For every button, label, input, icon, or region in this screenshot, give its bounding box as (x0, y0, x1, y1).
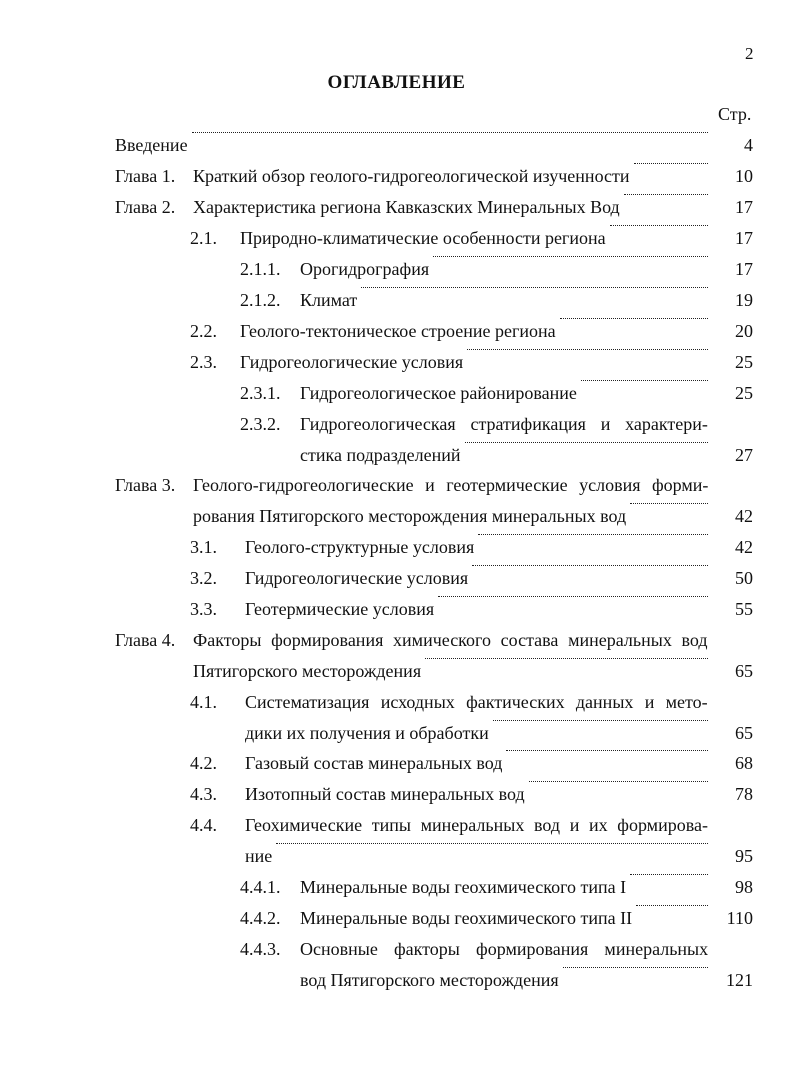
dot-leader (624, 194, 708, 195)
toc-title: Геолого-гидрогеологические и геотермические условия форми- (193, 475, 709, 495)
toc-title: Геолого-структурные условия (245, 537, 475, 557)
toc-page-number: 95 (735, 846, 753, 866)
toc-label: 2.2. (190, 321, 217, 341)
toc-title-continuation: дики их получения и обработки (245, 723, 489, 743)
toc-entry-continuation (0, 967, 793, 993)
toc-entry (0, 534, 793, 560)
toc-entry (0, 256, 793, 282)
dot-leader (465, 442, 708, 443)
toc-label: 2.1.1. (240, 259, 281, 279)
toc-title-continuation: стика подразделений (300, 445, 461, 465)
toc-entry-continuation (0, 503, 793, 529)
toc-title: Факторы формирования химического состава минеральных вод (193, 630, 708, 650)
toc-label: Глава 4. (115, 630, 176, 650)
toc-page-number: 27 (735, 445, 753, 465)
dot-leader (425, 658, 708, 659)
toc-page-number: 10 (735, 166, 753, 186)
toc-title: Введение (115, 135, 188, 155)
toc-title-continuation: рования Пятигорского месторождения минеральных вод (193, 506, 627, 526)
toc-entry (0, 596, 793, 622)
dot-leader (506, 750, 708, 751)
toc-title: Изотопный состав минеральных вод (245, 784, 525, 804)
dot-leader (361, 287, 708, 288)
toc-title: Краткий обзор геолого-гидрогеологической изученности (193, 166, 630, 186)
toc-label: 4.4. (190, 815, 217, 835)
toc-title: Геолого-тектоническое строение региона (240, 321, 556, 341)
toc-entry (0, 936, 793, 962)
toc-page-number: 17 (735, 197, 753, 217)
toc-label: Глава 3. (115, 475, 176, 495)
toc-page-number: 50 (735, 568, 753, 588)
toc-title: Систематизация исходных фактических данных и мето- (245, 692, 708, 712)
toc-entry (0, 287, 793, 313)
toc-page-number: 98 (735, 877, 753, 897)
toc-label: 2.3. (190, 352, 217, 372)
toc-label: 4.4.2. (240, 908, 281, 928)
toc-page-number: 25 (735, 352, 753, 372)
toc-page-number: 17 (735, 259, 753, 279)
toc-label: 4.1. (190, 692, 217, 712)
toc-entry (0, 472, 793, 498)
toc-entry (0, 874, 793, 900)
toc-title: Гидрогеологические условия (245, 568, 469, 588)
dot-leader (467, 349, 708, 350)
toc-entry-continuation (0, 843, 793, 869)
toc-entry (0, 905, 793, 931)
dot-leader (529, 781, 708, 782)
toc-page-number: 68 (735, 753, 753, 773)
toc-page-number: 42 (735, 506, 753, 526)
dot-leader (478, 534, 708, 535)
dot-leader (438, 596, 708, 597)
toc-page-number: 19 (735, 290, 753, 310)
toc-entry-continuation (0, 720, 793, 746)
toc-entry (0, 163, 793, 189)
dot-leader (610, 225, 708, 226)
dot-leader (581, 380, 708, 381)
toc-page-number: 65 (735, 723, 753, 743)
toc-label: Глава 2. (115, 197, 176, 217)
toc-label: 3.3. (190, 599, 217, 619)
dot-leader (630, 874, 708, 875)
toc-title-continuation: вод Пятигорского месторождения (300, 970, 559, 990)
toc-page-number: 17 (735, 228, 753, 248)
dot-leader (192, 132, 708, 133)
toc-title: Климат (300, 290, 358, 310)
toc-label: 2.3.2. (240, 414, 281, 434)
toc-label: 3.1. (190, 537, 217, 557)
toc-title: Минеральные воды геохимического типа I (300, 877, 627, 897)
toc-entry (0, 318, 793, 344)
dot-leader (636, 905, 708, 906)
dot-leader (433, 256, 708, 257)
toc-title: Основные факторы формирования минеральных (300, 939, 709, 959)
toc-entry (0, 627, 793, 653)
toc-label: Глава 1. (115, 166, 176, 186)
toc-entry (0, 225, 793, 251)
toc-page-number: 42 (735, 537, 753, 557)
dot-leader (560, 318, 708, 319)
toc-page-number: 4 (744, 135, 753, 155)
toc-title: Орогидрография (300, 259, 430, 279)
toc-title: Гидрогеологическое районирование (300, 383, 577, 403)
toc-page-number: 25 (735, 383, 753, 403)
toc-title: Гидрогеологические условия (240, 352, 464, 372)
toc-label: 2.1.2. (240, 290, 281, 310)
toc-entry (0, 781, 793, 807)
toc-title-continuation: ние (245, 846, 273, 866)
toc-title: Минеральные воды геохимического типа II (300, 908, 633, 928)
toc-page-number: 20 (735, 321, 753, 341)
toc-title: Газовый состав минеральных вод (245, 753, 503, 773)
dot-leader (472, 565, 708, 566)
toc-label: 2.3.1. (240, 383, 281, 403)
toc-entry (0, 411, 793, 437)
toc-title: Геотермические условия (245, 599, 435, 619)
toc-entry (0, 750, 793, 776)
toc-page-number: 78 (735, 784, 753, 804)
toc-title: Геохимические типы минеральных вод и их формирова- (245, 815, 708, 835)
dot-leader (634, 163, 708, 164)
toc-title: Гидрогеологическая стратификация и характери- (300, 414, 708, 434)
toc-entry-continuation (0, 442, 793, 468)
toc-label: 4.2. (190, 753, 217, 773)
toc-entry (0, 689, 793, 715)
toc-entry-continuation (0, 658, 793, 684)
toc-title: Природно-климатические особенности региона (240, 228, 606, 248)
toc-title: Характеристика региона Кавказских Минеральных Вод (193, 197, 620, 217)
page-column-header: Стр. (718, 104, 752, 124)
dot-leader (563, 967, 708, 968)
page-title: ОГЛАВЛЕНИЕ (327, 72, 466, 93)
page-number: 2 (745, 44, 754, 63)
toc-entry (0, 132, 793, 158)
toc-page-number: 65 (735, 661, 753, 681)
toc-entry (0, 349, 793, 375)
toc-title-continuation: Пятигорского месторождения (193, 661, 422, 681)
toc-label: 4.4.3. (240, 939, 281, 959)
dot-leader (630, 503, 708, 504)
toc-label: 4.3. (190, 784, 217, 804)
toc-entry (0, 380, 793, 406)
toc-page-number: 55 (735, 599, 753, 619)
toc-page-number: 121 (726, 970, 753, 990)
toc-entry (0, 812, 793, 838)
toc-page-number: 110 (726, 908, 753, 928)
toc-label: 4.4.1. (240, 877, 281, 897)
dot-leader (493, 720, 708, 721)
toc-label: 2.1. (190, 228, 217, 248)
toc-entry (0, 565, 793, 591)
toc-entry (0, 194, 793, 220)
dot-leader (276, 843, 708, 844)
toc-label: 3.2. (190, 568, 217, 588)
